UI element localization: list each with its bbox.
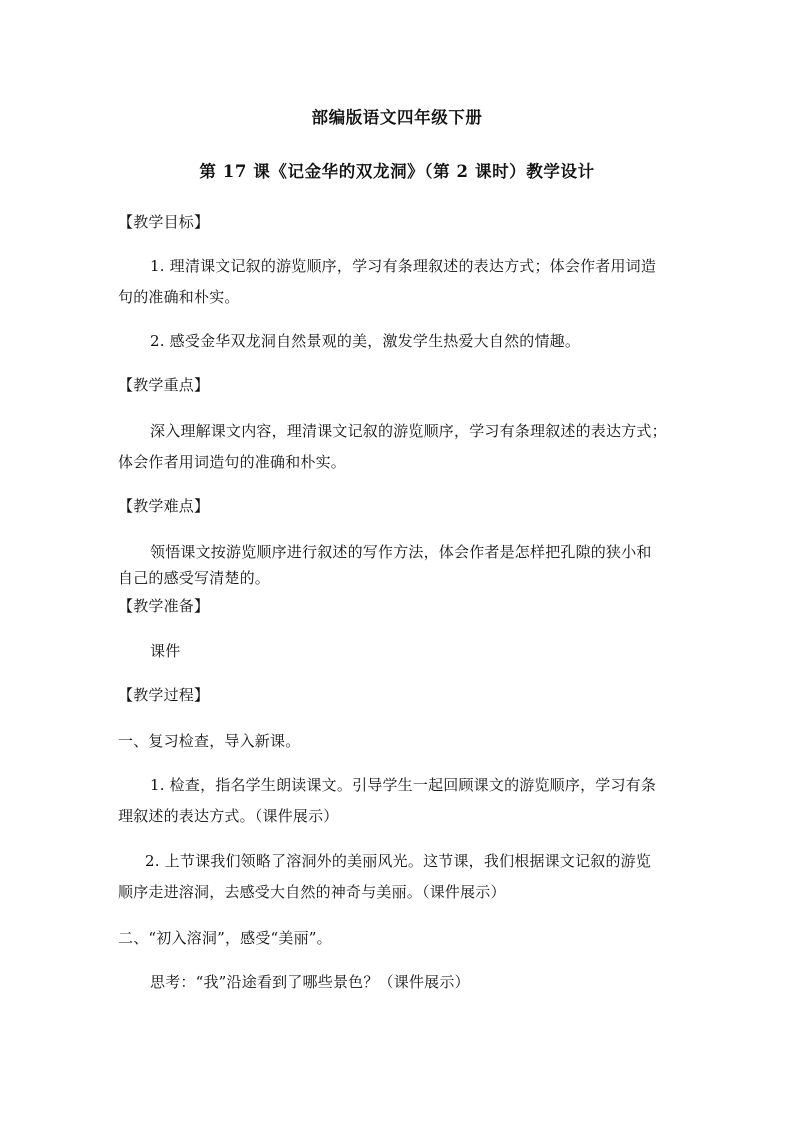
document-subtitle: 第 17 课《记金华的双龙洞》（第 2 课时）教学设计 — [199, 162, 595, 181]
objective-item-1-line-2: 句的准确和朴实。 — [118, 288, 240, 306]
section-2-think-question: 思考：“我”沿途看到了哪些景色？（课件展示） — [150, 973, 470, 991]
difficulties-heading: 【教学难点】 — [118, 497, 210, 515]
preparation-heading: 【教学准备】 — [118, 597, 210, 615]
objectives-heading: 【教学目标】 — [118, 213, 210, 231]
difficulties-line-1: 领悟课文按游览顺序进行叙述的写作方法，体会作者是怎样把孔隙的狭小和 — [150, 543, 652, 561]
objective-item-1-line-1: 1. 理清课文记叙的游览顺序，学习有条理叙述的表达方式；体会作者用词造 — [150, 257, 657, 275]
preparation-text: 课件 — [150, 642, 181, 660]
difficulties-line-2: 自己的感受写清楚的。 — [118, 569, 271, 587]
section-1-title: 一、复习检查，导入新课。 — [118, 732, 301, 750]
key-points-line-2: 体会作者用词造句的准确和朴实。 — [118, 453, 347, 471]
section-1-item-2-line-1: 2. 上节课我们领略了溶洞外的美丽风光。这节课，我们根据课文记叙的游览 — [145, 852, 652, 870]
objective-item-2: 2. 感受金华双龙洞自然景观的美，激发学生热爱大自然的情趣。 — [150, 332, 581, 350]
section-1-item-2-line-2: 顺序走进溶洞，去感受大自然的神奇与美丽。（课件展示） — [118, 883, 506, 901]
process-heading: 【教学过程】 — [118, 686, 210, 704]
section-2-title: 二、“初入溶洞”，感受“美丽”。 — [118, 929, 332, 947]
key-points-line-1: 深入理解课文内容，理清课文记叙的游览顺序，学习有条理叙述的表达方式； — [150, 422, 667, 440]
section-1-item-1-line-1: 1. 检查，指名学生朗读课文。引导学生一起回顾课文的游览顺序，学习有条 — [150, 776, 657, 794]
key-points-heading: 【教学重点】 — [118, 376, 210, 394]
section-1-item-1-line-2: 理叙述的表达方式。（课件展示） — [118, 807, 339, 825]
document-title: 部编版语文四年级下册 — [311, 108, 483, 127]
